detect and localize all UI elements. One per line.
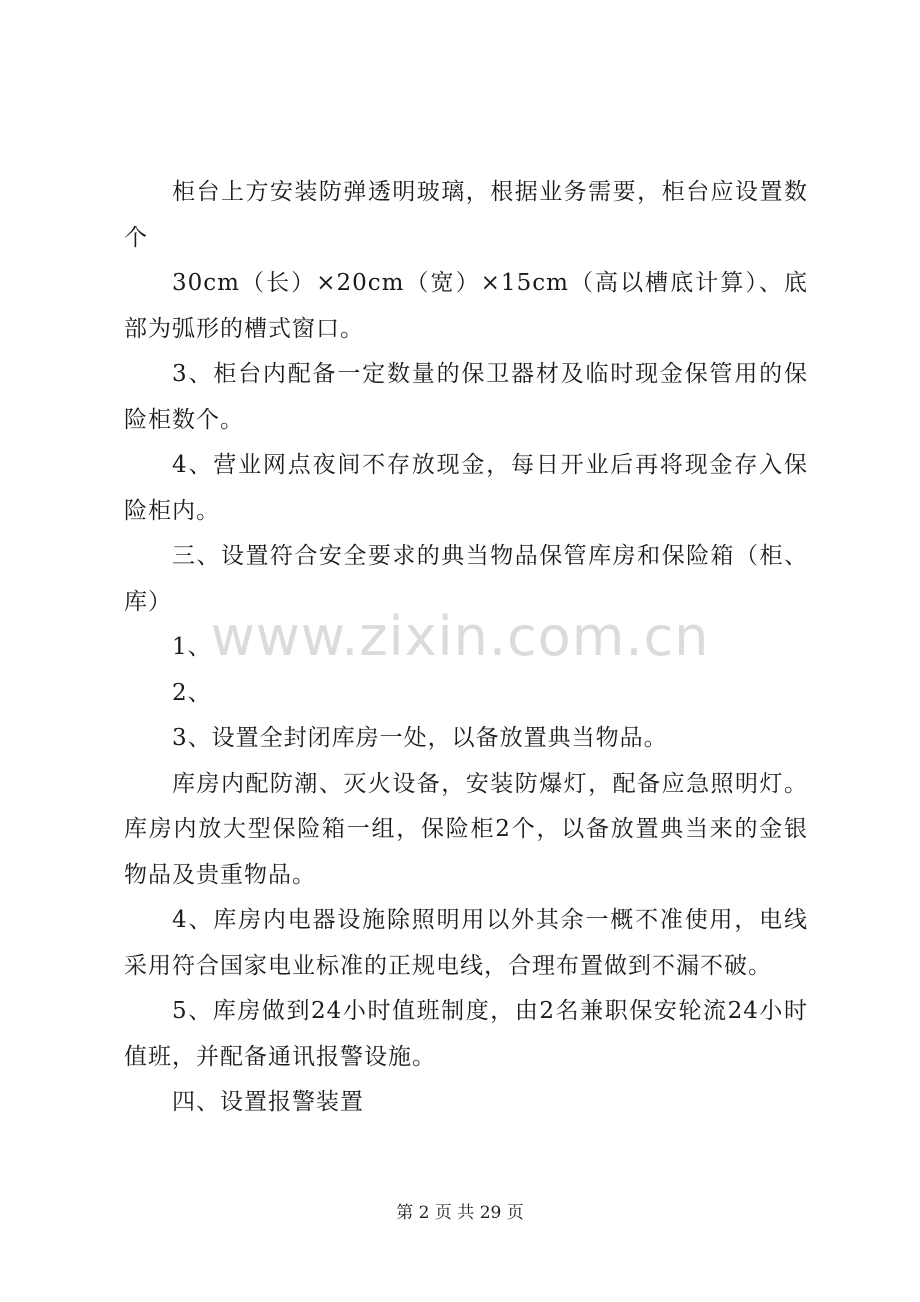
paragraph: 柜台上方安装防弹透明玻璃，根据业务需要，柜台应设置数个: [124, 179, 808, 251]
paragraph: 30cm（长）×20cm（宽）×15cm（高以槽底计算）、底部为弧形的槽式窗口。: [124, 270, 808, 342]
paragraph: 三、设置符合安全要求的典当物品保管库房和保险箱（柜、库）: [124, 543, 808, 615]
paragraph: 4、库房内电器设施除照明用以外其余一概不准使用，电线采用符合国家电业标准的正规电线，合理布置做到不漏不破。: [124, 907, 808, 979]
paragraph: 2、: [172, 679, 212, 706]
page-footer: 第 2 页 共 29 页: [396, 1203, 524, 1223]
watermark: www.zixin.com.cn: [210, 605, 710, 668]
paragraph: 1、: [172, 634, 212, 660]
paragraph: 库房内配防潮、灭火设备，安装防爆灯，配备应急照明灯。库房内放大型保险箱一组，保险柜2个，以备放置典当来的金银物品及贵重物品。: [124, 770, 808, 888]
document-body: [124, 170, 808, 1126]
paragraph: 3、柜台内配备一定数量的保卫器材及临时现金保管用的保险柜数个。: [124, 361, 808, 433]
paragraph: 四、设置报警装置: [172, 1089, 364, 1115]
paragraph: 3、设置全封闭库房一处，以备放置典当物品。: [172, 725, 668, 751]
paragraph: 4、营业网点夜间不存放现金，每日开业后再将现金存入保险柜内。: [124, 452, 808, 524]
paragraph: 5、库房做到24小时值班制度，由2名兼职保安轮流24小时值班，并配备通讯报警设施。: [124, 998, 808, 1070]
